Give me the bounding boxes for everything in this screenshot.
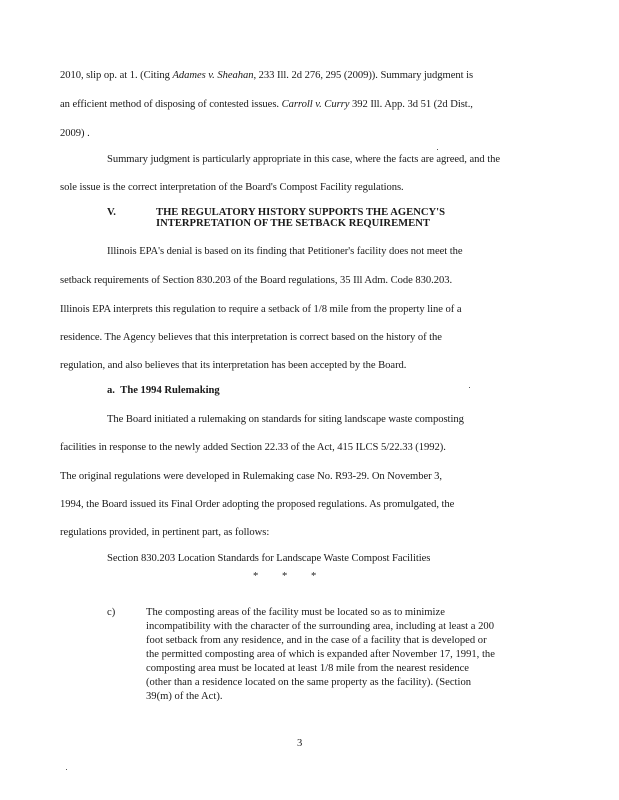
intro-line-2: an efficient method of disposing of contested issues. Carroll v. Curry 392 Ill. App. 3d 51 (2d Dist., [60, 99, 473, 110]
section-title-line-1: THE REGULATORY HISTORY SUPPORTS THE AGENCY'S [156, 207, 446, 218]
ellipsis-stars: * * * [253, 571, 317, 582]
subsection-heading [107, 385, 220, 396]
quote-line-1: The composting areas of the facility must be located so as to minimize [146, 607, 445, 618]
quote-line-2: incompatibility with the character of the surrounding area, including at least a 200 [146, 621, 495, 632]
quote-line-6: (other than a residence located on the same property as the facility). (Section [146, 677, 472, 688]
para1-line-1: Summary judgment is particularly appropriate in this case, where the facts are agreed, and the [107, 154, 501, 165]
para3-line-1: The Board initiated a rulemaking on standards for siting landscape waste composting [107, 414, 464, 425]
quote-line-4: the permitted composting area of which is expanded after November 17, 1991, the [146, 649, 495, 660]
para2-line-1: Illinois EPA's denial is based on its finding that Petitioner's facility does not meet the [107, 246, 463, 257]
quote-line-3: foot setback from any residence, and in the case of a facility that is developed or [146, 635, 487, 646]
quote-line-7: 39(m) of the Act). [146, 691, 223, 702]
para2-line-5: regulation, and also believes that its interpretation has been accepted by the Board. [60, 360, 407, 371]
page-number: 3 [297, 738, 303, 749]
subsection-letter: a. [107, 385, 115, 396]
para3-line-5: regulations provided, in pertinent part, as follows: [60, 527, 270, 538]
para3-line-3: The original regulations were developed in Rulemaking case No. R93-29. On November 3, [60, 471, 443, 482]
quote-heading: Section 830.203 Location Standards for Landscape Waste Compost Facilities [107, 553, 431, 564]
para3-line-4: 1994, the Board issued its Final Order adopting the proposed regulations. As promulgated, the [60, 499, 455, 510]
intro-line-1: 2010, slip op. at 1. (Citing Adames v. Sheahan, 233 Ill. 2d 276, 295 (2009)). Summary judgment is [60, 70, 474, 81]
scan-speck [437, 149, 438, 150]
para2-line-3: Illinois EPA interprets this regulation to require a setback of 1/8 mile from the property line of a [60, 304, 462, 315]
para2-line-4: residence. The Agency believes that this interpretation is correct based on the history of the [60, 332, 442, 343]
para1-line-2: sole issue is the correct interpretation of the Board's Compost Facility regulations. [60, 182, 404, 193]
subsection-title: The 1994 Rulemaking [120, 385, 220, 396]
scan-speck [469, 387, 470, 388]
para2-line-2: setback requirements of Section 830.203 of the Board regulations, 35 Ill Adm. Code 830.203. [60, 275, 453, 286]
section-number: V. [107, 207, 116, 218]
intro-line-3: 2009) . [60, 128, 90, 139]
scan-speck [66, 769, 67, 770]
section-title-line-2: INTERPRETATION OF THE SETBACK REQUIREMENT [156, 218, 430, 229]
quote-label: c) [107, 607, 116, 618]
quote-line-5: composting area must be located at least 1/8 mile from the nearest residence [146, 663, 469, 674]
para3-line-2: facilities in response to the newly added Section 22.33 of the Act, 415 ILCS 5/22.33 (1992). [60, 442, 446, 453]
